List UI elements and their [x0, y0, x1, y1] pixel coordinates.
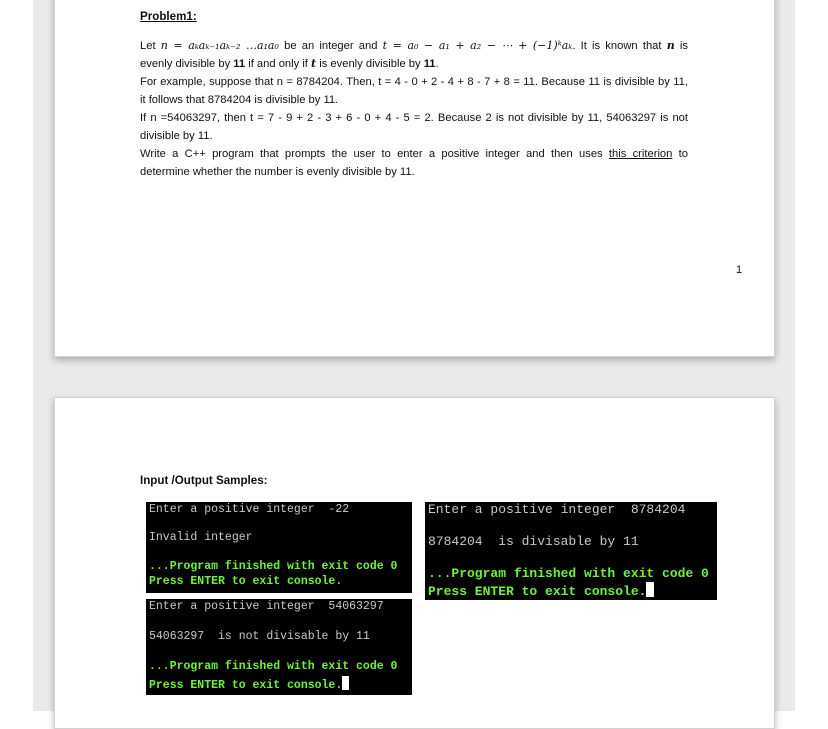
example-line-2: it follows that 8784204 is divisible by 11.: [140, 94, 339, 106]
digits-expression: aₖaₖ₋₁aₖ₋₂ …a₁a₀: [188, 39, 279, 52]
console-result: 54063297 is not divisable by 11: [149, 630, 370, 643]
console-press-enter-line: [428, 582, 654, 599]
console-press-enter: Press ENTER to exit console.: [428, 584, 647, 599]
statement-line-2: evenly divisible by 11 if and only if t is evenly divisible by 11.: [140, 57, 439, 70]
console-press-enter: Press ENTER to exit console.: [149, 679, 343, 692]
task-line-2: determine whether the number is evenly divisible by 11.: [140, 166, 415, 178]
example-line-4: divisible by 11.: [140, 130, 213, 142]
console-press-enter-line: [149, 676, 349, 692]
page-number: 1: [736, 264, 743, 276]
console-screenshot-invalid: [146, 502, 412, 593]
console-finished: ...Program finished with exit code 0: [428, 566, 709, 581]
criterion-link[interactable]: this criterion: [608, 148, 673, 160]
console-screenshot-not-divisible: [146, 599, 412, 695]
console-finished: ...Program finished with exit code 0: [149, 560, 398, 573]
samples-title: Input /Output Samples:: [140, 474, 268, 487]
problem-title: Problem1:: [140, 10, 197, 23]
console-screenshot-divisible: [425, 502, 717, 600]
console-result: 8784204 is divisable by 11: [428, 534, 639, 549]
statement-line-1: Let n = aₖaₖ₋₁aₖ₋₂ …a₁a₀ be an integer and t = a₀ − a₁ + a₂ − ⋯ + (−1)ᵏaₖ. It is known that n is: [140, 39, 688, 52]
console-prompt: Enter a positive integer -22: [149, 503, 350, 516]
alternating-sum-expression: t = a₀ − a₁ + a₂ − ⋯ + (−1)ᵏaₖ: [382, 39, 573, 52]
example-line-1: For example, suppose that n = 8784204. Then, t = 4 - 0 + 2 - 4 + 8 - 7 + 8 = 11. Because 11 is divisible by 11,: [140, 76, 688, 88]
console-finished: ...Program finished with exit code 0: [149, 660, 398, 673]
cursor-block: [342, 676, 349, 690]
console-prompt: Enter a positive integer 8784204: [428, 502, 686, 517]
console-prompt: Enter a positive integer 54063297: [149, 600, 384, 613]
example-line-3: If n =54063297, then t = 7 - 9 + 2 - 3 + 6 - 0 + 4 - 5 = 2. Because 2 is not divisible by 11, 54063297 is not: [140, 112, 688, 124]
cursor-block: [646, 582, 654, 597]
console-press-enter: Press ENTER to exit console.: [149, 575, 343, 588]
task-line-1: Write a C++ program that prompts the user to enter a positive integer and then uses this criterion to: [140, 148, 688, 160]
console-result: Invalid integer: [149, 531, 253, 544]
problem-statement: [140, 37, 688, 181]
